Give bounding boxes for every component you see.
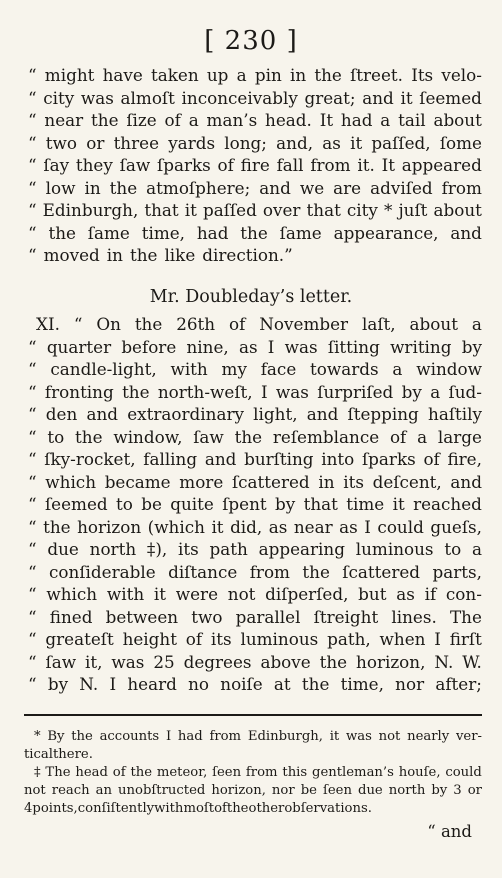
text-line: “ which with it were not diſperſed, but as if con- (28, 584, 482, 604)
text-line: “ low in the atmoſphere; and we are adviſed from (28, 177, 482, 198)
footnote-line: * By the accounts I had from Edinburgh, it was not nearly ver- (34, 729, 482, 744)
text-line: “ ſky-rocket, falling and burſting into ſparks of fire, (28, 449, 482, 469)
text-line: “ quarter before nine, as I was ſitting writing by (28, 336, 482, 357)
text-line: “ fronting the north-weſt, I was ſurpriſed by a ſud- (28, 381, 482, 402)
text-line: “ greateſt height of its luminous path, when I firſt (28, 629, 482, 649)
text-line: “ the ſame time, had the ſame appearance, and (28, 222, 482, 243)
text-line: “ den and extraordinary light, and ſtepping haſtily (28, 404, 482, 424)
text-line: “ two or three yards long; and, as it paſſed, ſome (28, 132, 482, 153)
text-line: “ ſaw it, was 25 degrees above the horizon, N. W. (28, 651, 482, 672)
text-line: “ city was almoſt inconceivably great; and it ſeemed (28, 87, 482, 108)
catchword: “ and (427, 822, 472, 841)
footnote-rule (24, 714, 482, 716)
page-number: [ 230 ] (204, 26, 298, 56)
text-line: XI. “ On the 26th of November laſt, about a (36, 314, 482, 334)
footnote-line: not reach an unobſtructed horizon, nor be ſeen due north by 3 or (24, 783, 482, 798)
text-line: “ candle-light, with my face towards a window (28, 359, 482, 379)
text-line: “ near the ſize of a man’s head. It had a tail about (28, 110, 482, 130)
text-line: “ conſiderable diſtance from the ſcattered parts, (28, 561, 482, 582)
text-line: “ to the window, ſaw the reſemblance of a large (28, 426, 482, 447)
footnotes (24, 728, 482, 818)
quoted-passage (28, 64, 482, 267)
text-line: “ might have taken up a pin in the ſtreet. Its velo- (28, 65, 482, 85)
text-line: “ which became more ſcattered in its deſcent, and (28, 471, 482, 492)
text-line: “ ſeemed to be quite ſpent by that time it reached (28, 494, 482, 514)
text-line: “ Edinburgh, that it paſſed over that city * juſt about (28, 200, 482, 220)
section-heading: Mr. Doubleday’s letter. (149, 287, 353, 307)
footnote-line: 4 points, conſiſtently with moſt of the other obſervations. (24, 801, 372, 816)
text-line: “ due north ‡), its path appearing luminous to a (28, 539, 482, 559)
footnote-line: ‡ The head of the meteor, ſeen from this gentleman’s houſe, could (34, 765, 482, 780)
letter-passage (28, 313, 482, 696)
text-line: “ moved in the like direction.” (28, 245, 293, 265)
text-line: “ the horizon (which it did, as near as I could gueſs, (28, 516, 482, 537)
text-line: “ ſay they ſaw ſparks of fire fall from it. It appeared (28, 155, 482, 175)
footnote-line: tical there. (24, 747, 93, 762)
text-line: “ fined between two parallel ſtreight lines. The (28, 606, 482, 627)
text-line: “ by N. I heard no noiſe at the time, nor after; (28, 674, 482, 694)
